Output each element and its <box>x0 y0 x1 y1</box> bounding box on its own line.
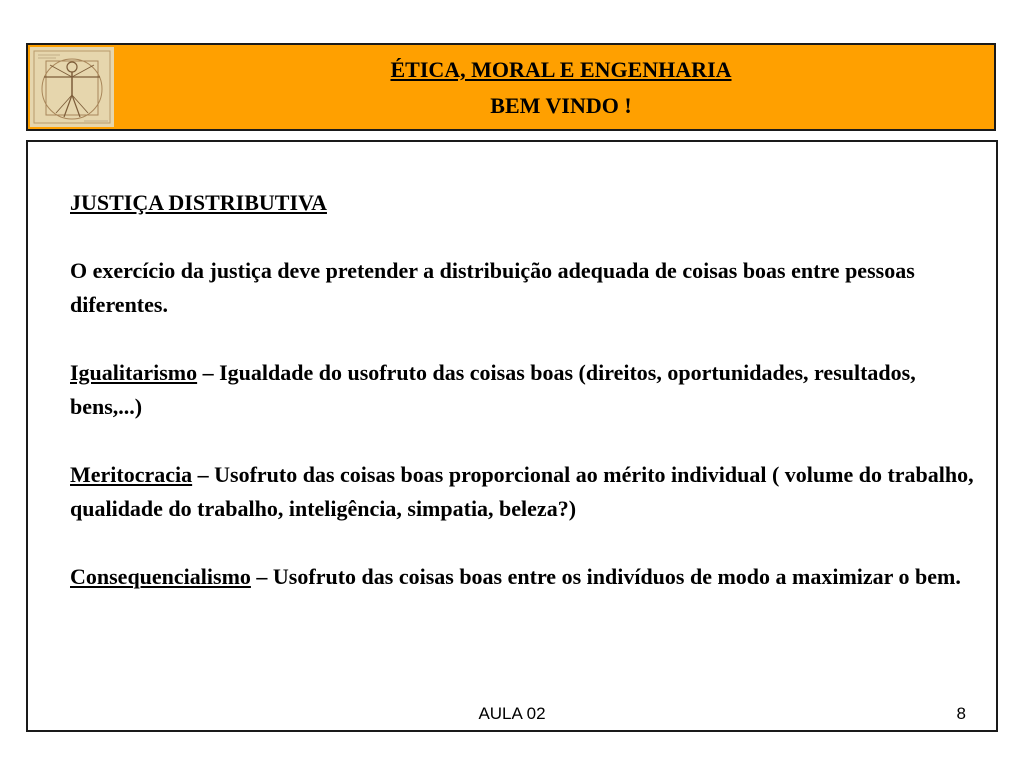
slide-subtitle: BEM VINDO ! <box>490 93 632 118</box>
slide-title: ÉTICA, MORAL E ENGENHARIA <box>390 57 732 82</box>
vitruvian-man-icon <box>30 47 114 127</box>
term-definition: – Usofruto das coisas boas entre os indivíduos de modo a maximizar o bem. <box>250 564 961 589</box>
page-number: 8 <box>956 704 966 723</box>
slide-header <box>26 43 996 131</box>
intro-paragraph: O exercício da justiça deve pretender a distribuição adequada de coisas boas entre pessoas diferentes. <box>70 258 915 317</box>
term-definition: – Usofruto das coisas boas proporcional ao mérito individual ( volume do trabalho, qualidade do trabalho, inteligência, simpatia, beleza?) <box>70 462 974 521</box>
term-label: Igualitarismo <box>70 360 198 385</box>
content-text <box>70 186 980 628</box>
term-definition: – Igualdade do usofruto das coisas boas (direitos, oportunidades, resultados, bens,...) <box>70 360 916 419</box>
definition-meritocracia <box>70 458 980 526</box>
slide-content <box>26 140 998 732</box>
footer-label: AULA 02 <box>478 704 546 723</box>
section-heading <box>70 186 980 220</box>
term-label: Consequencialismo <box>70 564 251 589</box>
term-label: Meritocracia <box>70 462 193 487</box>
definition-igualitarismo <box>70 356 980 424</box>
definition-consequencialismo <box>70 560 980 594</box>
section-title: JUSTIÇA DISTRIBUTIVA <box>70 190 327 215</box>
